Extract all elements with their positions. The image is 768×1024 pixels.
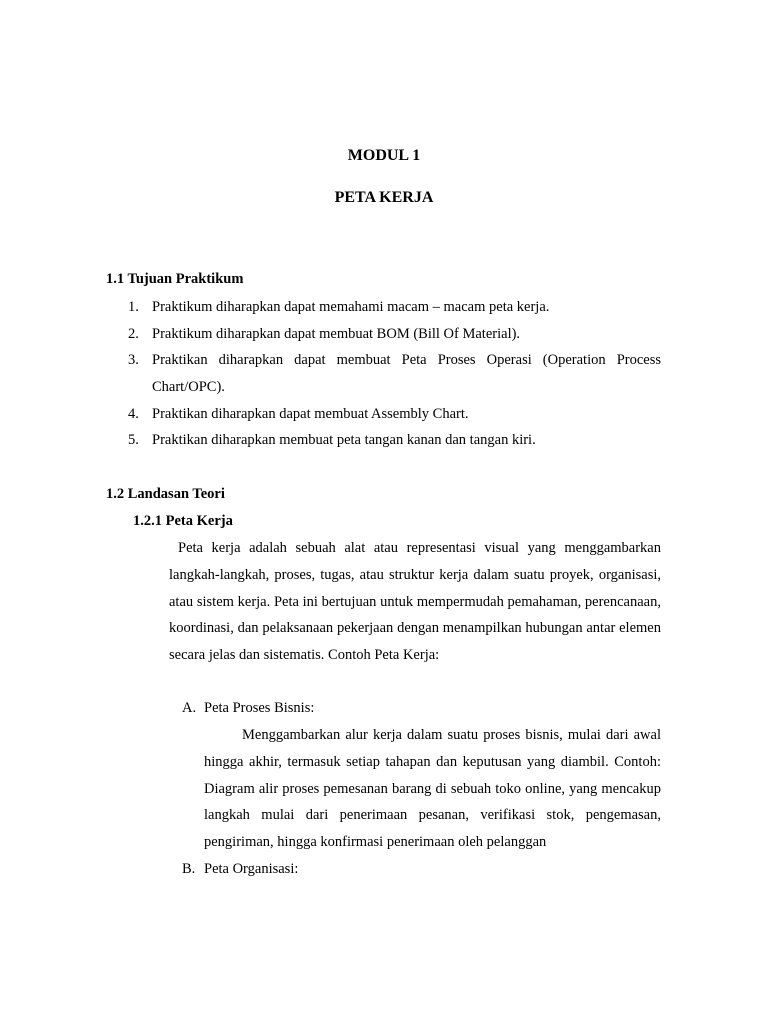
example-letter: B. xyxy=(182,861,196,877)
objective-text: Praktikan diharapkan membuat peta tangan kanan dan tangan kiri. xyxy=(152,432,536,448)
objective-number: 1. xyxy=(128,299,139,315)
objective-number: 4. xyxy=(128,406,139,422)
objective-text: Praktikum diharapkan dapat membuat BOM (Bill Of Material). xyxy=(152,326,521,342)
objective-item xyxy=(128,347,661,401)
example-item xyxy=(182,856,661,883)
objective-text: Praktikan diharapkan dapat membuat Assembly Chart. xyxy=(152,406,469,422)
objective-number: 3. xyxy=(128,352,139,368)
example-label: Peta Organisasi: xyxy=(204,861,299,877)
section-heading-landasan: 1.2 Landasan Teori xyxy=(106,486,225,502)
objective-text: Praktikum diharapkan dapat memahami macam – macam peta kerja. xyxy=(152,299,550,315)
section-heading-tujuan: 1.1 Tujuan Praktikum xyxy=(106,271,244,287)
objective-item xyxy=(128,427,661,454)
objective-number: 5. xyxy=(128,432,139,448)
objective-item xyxy=(128,401,661,428)
objective-text: Praktikan diharapkan dapat membuat Peta Proses Operasi (Operation Process Chart/OPC). xyxy=(152,352,661,395)
example-description: Menggambarkan alur kerja dalam suatu proses bisnis, mulai dari awal hingga akhir, termasuk setiap tahapan dan keputusan yang diambil. Contoh: Diagram alir proses pemesanan barang di sebuah toko online, yang mencakup langkah mulai dari penerimaan pesanan, verifikasi stok, pengemasan, pengiriman, hingga konfirmasi penerimaan oleh pelanggan xyxy=(204,727,661,851)
example-item xyxy=(182,695,661,722)
example-letter: A. xyxy=(182,700,197,716)
example-label: Peta Proses Bisnis: xyxy=(204,700,315,716)
objective-item xyxy=(128,294,661,321)
peta-kerja-paragraph: Peta kerja adalah sebuah alat atau representasi visual yang menggambarkan langkah-langkah, proses, tugas, atau struktur kerja dalam suatu proyek, organisasi, atau sistem kerja. Peta ini bertujuan untuk mempermudah pemahaman, perencanaan, koordinasi, dan pelaksanaan pekerjaan dengan menampilkan hubungan antar elemen secara jelas dan sistematis. Contoh Peta Kerja: xyxy=(169,540,661,664)
module-subtitle: PETA KERJA xyxy=(334,189,434,206)
objective-number: 2. xyxy=(128,326,139,342)
objective-item xyxy=(128,321,661,348)
module-title: MODUL 1 xyxy=(347,147,421,164)
subsection-heading-peta-kerja: 1.2.1 Peta Kerja xyxy=(133,513,233,529)
